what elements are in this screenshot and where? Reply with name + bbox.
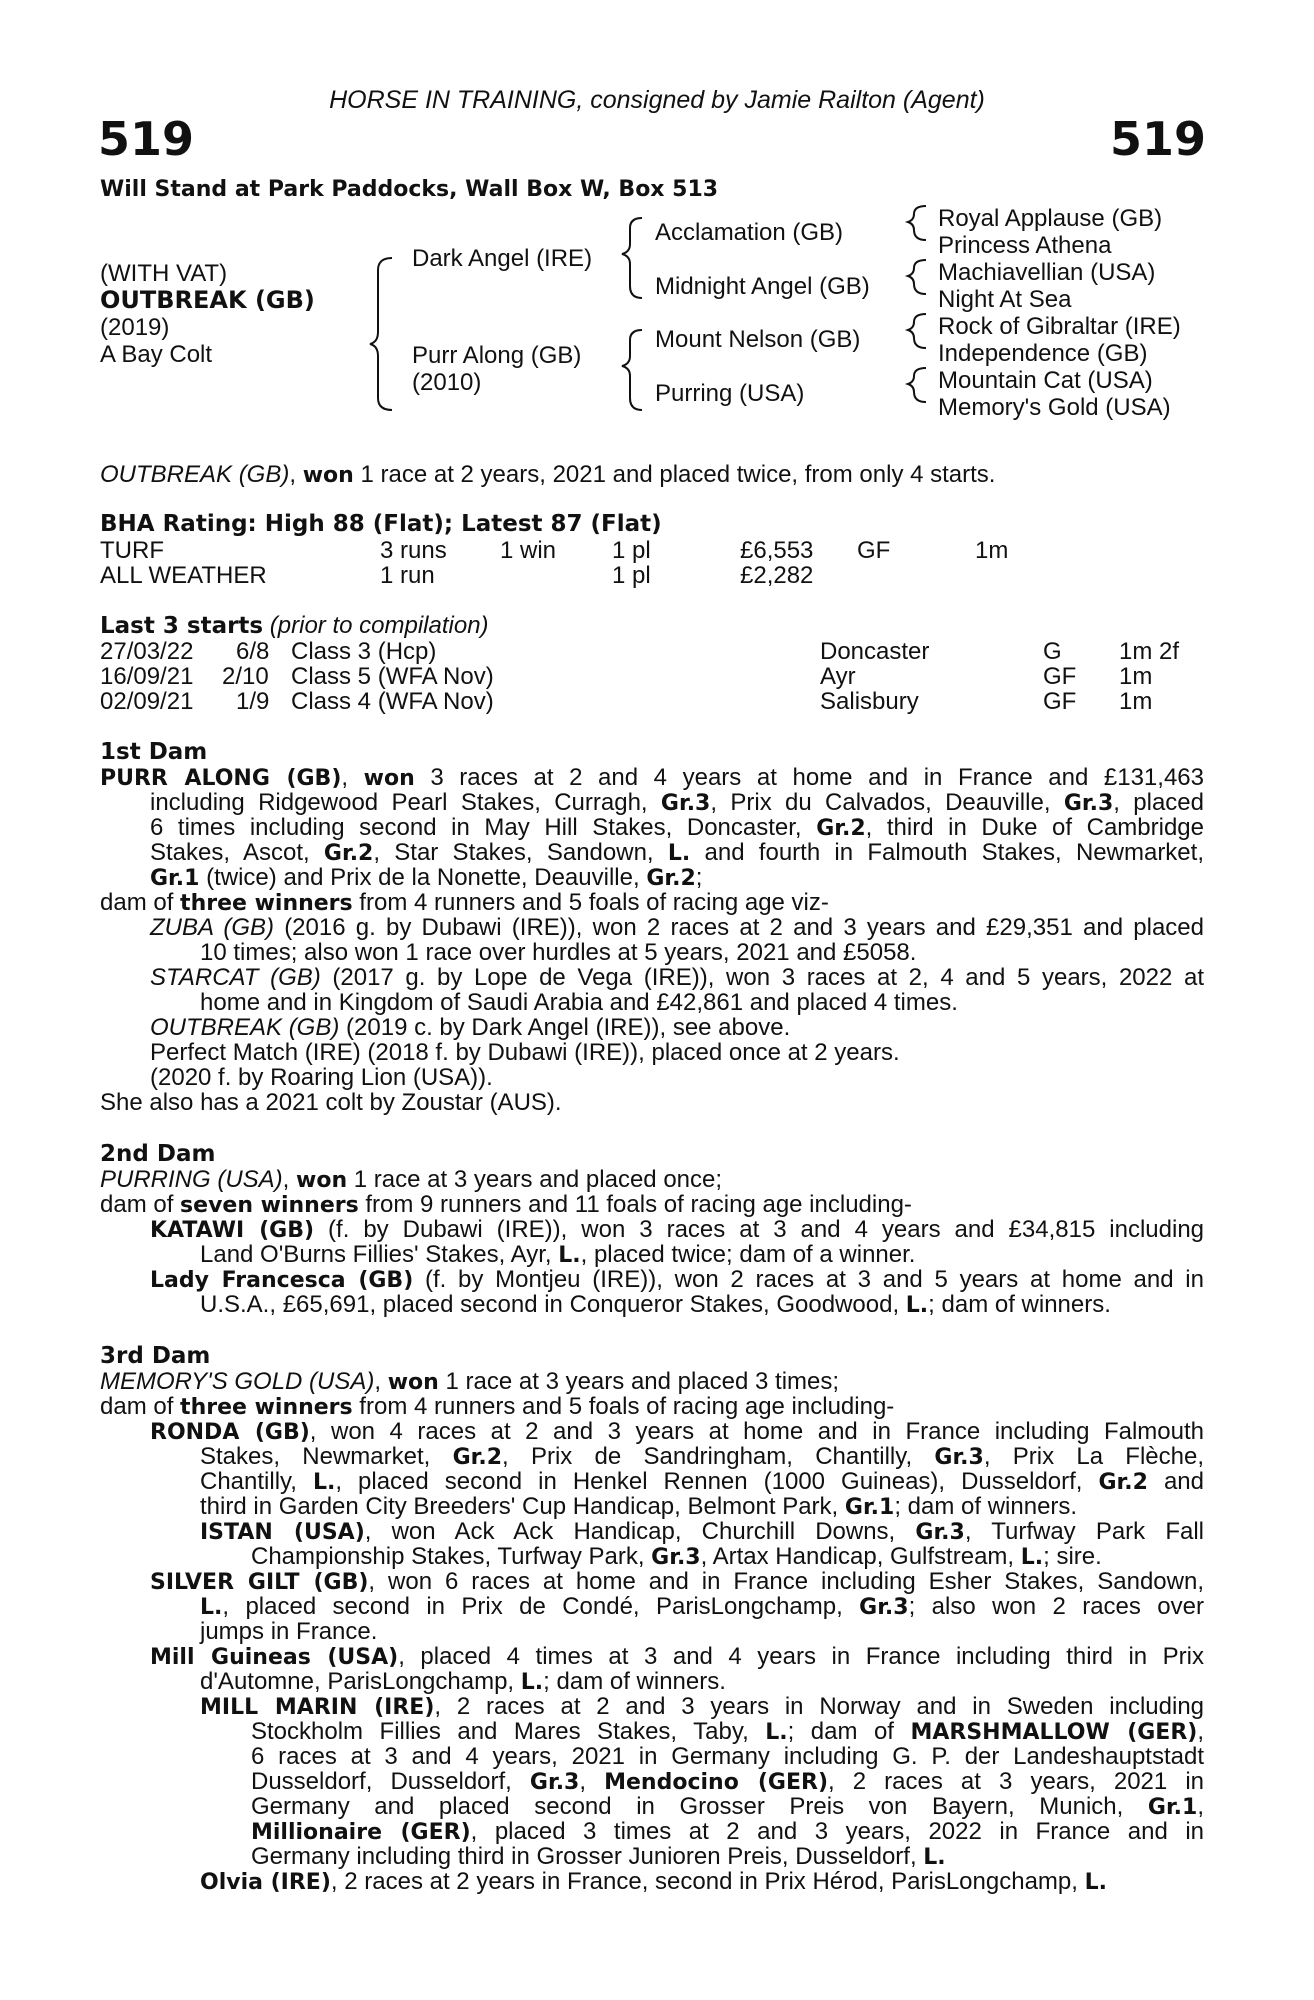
ggs-5: Rock of Gibraltar (IRE)	[938, 313, 1181, 340]
ggs-1: Royal Applause (GB)	[938, 205, 1163, 232]
horse-year: (2019)	[100, 314, 170, 341]
consignor-line: HORSE IN TRAINING, consigned by Jamie Railton (Agent)	[329, 86, 985, 114]
sire: Dark Angel (IRE)	[412, 245, 593, 272]
stand-location: Will Stand at Park Paddocks, Wall Box W, Box 513	[100, 177, 719, 202]
first-dam-heading: 1st Dam	[100, 739, 208, 765]
lot-number-right: 519	[1109, 112, 1206, 166]
dam: Purr Along (GB)	[412, 342, 582, 369]
race-summary: OUTBREAK (GB), won 1 race at 2 years, 2021 and placed twice, from only 4 starts.	[100, 461, 996, 488]
ggs-3: Machiavellian (USA)	[938, 259, 1156, 286]
dam-year: (2010)	[412, 369, 482, 396]
last-starts-heading: Last 3 starts (prior to compilation)	[100, 612, 489, 639]
third-dam-heading: 3rd Dam	[100, 1343, 211, 1369]
vat-note: (WITH VAT)	[100, 260, 228, 287]
dam-dam: Purring (USA)	[655, 380, 805, 407]
horse-name: OUTBREAK (GB)	[100, 286, 315, 314]
ggs-6: Independence (GB)	[938, 340, 1148, 367]
ggs-4: Night At Sea	[938, 286, 1072, 313]
bha-rating-heading: BHA Rating: High 88 (Flat); Latest 87 (Flat)	[100, 511, 662, 537]
ggs-8: Memory's Gold (USA)	[938, 394, 1171, 421]
sire-dam: Midnight Angel (GB)	[655, 273, 870, 300]
second-dam-heading: 2nd Dam	[100, 1141, 216, 1167]
sire-sire: Acclamation (GB)	[655, 219, 844, 246]
horse-description: A Bay Colt	[100, 341, 213, 368]
dam-sire: Mount Nelson (GB)	[655, 326, 861, 353]
ggs-7: Mountain Cat (USA)	[938, 367, 1153, 394]
ggs-2: Princess Athena	[938, 232, 1112, 259]
lot-number-left: 519	[98, 112, 195, 166]
